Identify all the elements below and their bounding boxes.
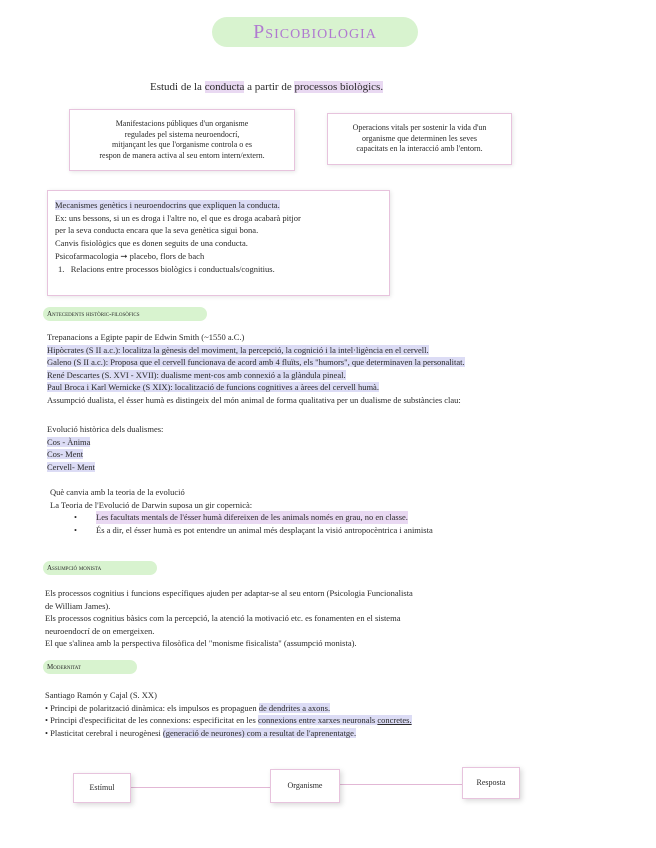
darwin-question: Què canvia amb la teoria de la evolució xyxy=(50,487,185,497)
subtitle-mid: a partir de xyxy=(247,81,292,93)
monista-block xyxy=(45,587,413,650)
darwin-block xyxy=(50,486,433,536)
dualism-item: Cervell- Ment xyxy=(47,461,95,472)
modernitat-highlight: de dendrites a axons. xyxy=(258,702,331,713)
mechanisms-line: per la seva conducta encara que la seva genètica sigui bona. xyxy=(55,225,259,236)
darwin-bullet: Les facultats mentals de l'ésser humà difereixen de les animals només en grau, no en classe. xyxy=(96,512,408,522)
definition-line: mitjançant les que l'organisme controla o es xyxy=(112,140,252,149)
antecedent-line: Galeno (S II a.c.): Proposa que el cervell funcionava de acord amb 4 fluïts, els "humors", que determinaven la personalitat. xyxy=(47,357,465,367)
modernitat-block xyxy=(45,689,412,739)
dualism-item: Cos - Ànima xyxy=(47,436,91,447)
subtitle xyxy=(150,81,383,93)
mechanisms-line: Psicofarmacologia ➞ placebo, flors de bach xyxy=(55,250,205,261)
definition-line: Operacions vitals per sostenir la vida d'un xyxy=(352,123,487,132)
definition-line: Manifestacions públiques d'un organisme xyxy=(115,119,249,128)
flow-box-estimul: Estímul xyxy=(73,773,131,803)
bullet-icon: • xyxy=(74,512,77,522)
antecedent-line: Trepanacions a Egipte papir de Edwin Smith (~1550 a.C.) xyxy=(47,332,245,342)
mechanisms-line: Canvis fisiològics que es donen seguits de una conducta. xyxy=(55,238,248,249)
antecedent-line: Hipòcrates (S II a.c.): localitza la gènesis del moviment, la percepció, la cognició i la intel·ligència en el cervell. xyxy=(47,344,429,355)
definition-box-processos xyxy=(327,113,512,165)
subtitle-highlight-processos: processos biològics. xyxy=(294,81,384,93)
modernitat-bullet: • Principi de polarització dinàmica: els impulsos es propaguen xyxy=(45,702,259,713)
mechanisms-line: Mecanismes genètics i neuroendocrins que expliquen la conducta. xyxy=(55,200,280,210)
modernitat-bullet: • Principi d'especificitat de les connexions: especificitat en les xyxy=(45,715,258,725)
definition-line: respon de manera activa al seu entorn intern/extern. xyxy=(99,150,265,160)
modernitat-highlight: connexions entre xarxes neuronals xyxy=(257,715,378,725)
modernitat-bullet: • Plasticitat cerebral i neurogènesi xyxy=(45,727,163,738)
mechanisms-line: Relacions entre processos biològics i conductuals/cognitius. xyxy=(70,263,275,274)
antecedents-list xyxy=(47,331,465,406)
definition-line: organisme que determinen les seves xyxy=(362,133,477,143)
definition-line: capacitats en la interacció amb l'entorn. xyxy=(356,144,483,153)
modernitat-intro: Santiago Ramón y Cajal (S. XX) xyxy=(45,690,157,700)
definition-box-conducta xyxy=(69,109,295,171)
monista-line: neuroendocrí de on emergeixen. xyxy=(45,625,155,636)
monista-line: El que s'alinea amb la perspectiva filosòfica del "monisme fisicalista" (assumpció monista). xyxy=(45,638,357,648)
subtitle-pre: Estudi de la xyxy=(150,81,202,93)
antecedent-line: René Descartes (S. XVI - XVII): dualisme ment-cos amb connexió a la glàndula pineal. xyxy=(47,369,346,380)
darwin-intro: La Teoria de l'Evolució de Darwin suposa un gir copernicà: xyxy=(50,499,253,510)
flow-connector xyxy=(338,784,464,785)
definition-line: regulades pel sistema neuroendocrí, xyxy=(124,129,240,139)
list-number: 1. xyxy=(58,263,65,274)
antecedent-line: Assumpció dualista, el ésser humà es distingeix del món animal de forma qualitativa per un dualisme de substàncies clau: xyxy=(47,394,461,405)
mechanisms-box xyxy=(47,190,390,296)
section-heading-antecedents: Antecedents històric-filosòfics xyxy=(43,307,207,321)
flow-box-organisme: Organisme xyxy=(270,769,340,803)
darwin-bullet: És a dir, el ésser humà es pot entendre un animal més desplaçant la visió antropocèntrica i animista xyxy=(96,524,433,535)
antecedent-line: Paul Broca i Karl Wernicke (S XIX): localització de funcions cognitives a àrees del cervell humà. xyxy=(47,382,379,392)
page-title: Psicobiologia xyxy=(212,17,418,47)
monista-line: de William James). xyxy=(45,600,111,611)
flow-connector xyxy=(128,787,272,788)
mechanisms-line: Ex: uns bessons, si un es droga i l'altre no, el que es droga acabarà pitjor xyxy=(55,212,301,223)
subtitle-highlight-conducta: conducta xyxy=(204,81,245,93)
dualisms-title: Evolució històrica dels dualismes: xyxy=(47,424,164,434)
dualism-item: Cos- Ment xyxy=(47,449,84,459)
modernitat-highlight: concretes. xyxy=(377,715,412,725)
dualisms-block xyxy=(47,423,163,473)
monista-line: Els processos cognitius bàsics com la percepció, la atenció la motivació etc. es fonamenten en el sistema xyxy=(45,613,401,623)
section-heading-modernitat: Modernitat xyxy=(43,660,137,674)
bullet-icon: • xyxy=(74,524,77,535)
monista-line: Els processos cognitius i funcions específiques ajuden per adaptar-se al seu entorn (Psicologia Funcionalista xyxy=(45,588,413,598)
modernitat-highlight: (generació de neurones) com a resultat de l'aprenentatge. xyxy=(162,727,357,738)
section-heading-monista: Assumpció monista xyxy=(43,561,157,575)
flow-box-resposta: Resposta xyxy=(462,767,520,799)
